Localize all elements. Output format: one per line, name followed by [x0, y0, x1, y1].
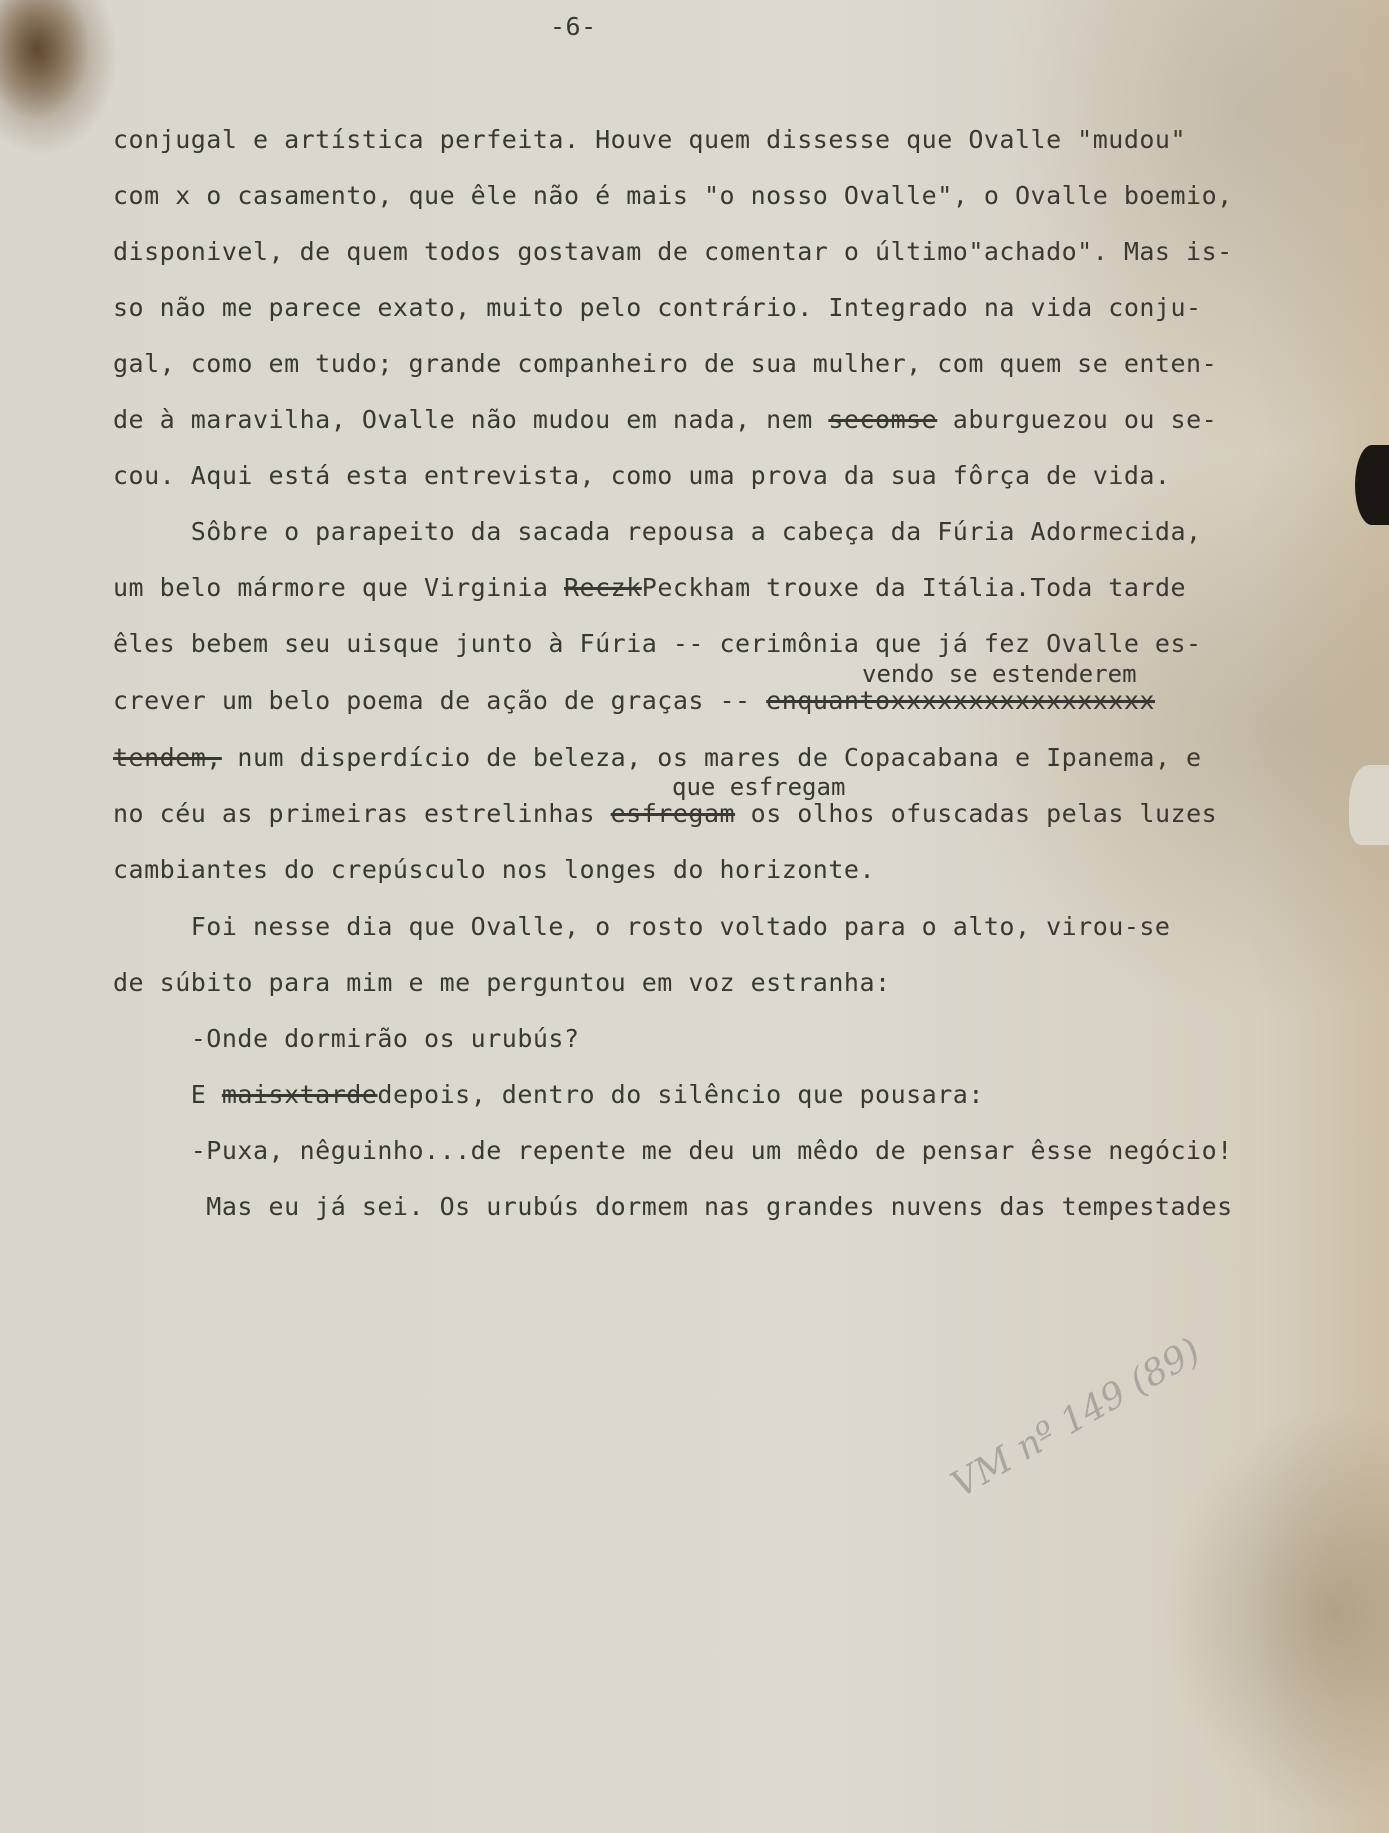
text-line-14: cambiantes do crepúsculo nos longes do horizonte.	[113, 855, 876, 884]
line-13-start: no céu as primeiras estrelinhas	[113, 799, 596, 828]
text-line-19: -Puxa, nêguinho...de repente me deu um mêdo de pensar êsse negócio!	[113, 1136, 1233, 1165]
text-line-1: conjugal e artística perfeita. Houve quem dissesse que Ovalle "mudou"	[113, 125, 1187, 154]
struck-word: enquantoxxxxxxxxxxxxxxxxx	[766, 686, 1155, 715]
struck-word: maisxtarde	[221, 1080, 378, 1109]
typed-insertion: vendo se estenderem	[862, 660, 1137, 688]
torn-edge-light	[1349, 765, 1389, 845]
line-11-start: crever um belo poema de ação de graças --	[113, 686, 751, 715]
struck-word: esfregam	[610, 799, 736, 828]
struck-word: secomse	[828, 405, 938, 434]
line-12-body: num disperdício de beleza, os mares de Copacabana e Ipanema, e	[237, 743, 1202, 772]
line-18-start: E	[113, 1080, 207, 1109]
struck-word: tendem,	[113, 743, 222, 772]
text-line-7: cou. Aqui está esta entrevista, como uma prova da sua fôrça de vida.	[113, 461, 1171, 490]
text-line-6	[113, 405, 1217, 434]
line-13-end: os olhos ofuscadas pelas luzes	[750, 799, 1218, 828]
text-line-20: Mas eu já sei. Os urubús dormem nas grandes nuvens das tempestades	[113, 1192, 1233, 1221]
struck-word: Reczk	[564, 573, 642, 602]
text-line-18	[113, 1080, 984, 1109]
text-line-9	[113, 573, 1186, 602]
text-line-15: Foi nesse dia que Ovalle, o rosto voltado para o alto, virou-se	[113, 912, 1171, 941]
text-line-2: com x o casamento, que êle não é mais "o nosso Ovalle", o Ovalle boemio,	[113, 181, 1233, 210]
line-18-end: depois, dentro do silêncio que pousara:	[377, 1080, 984, 1109]
text-line-12	[113, 743, 1202, 772]
text-line-13	[113, 799, 1217, 828]
page-number: -6-	[550, 12, 597, 41]
torn-edge-mark	[1355, 445, 1389, 525]
stain-top-left	[0, 0, 90, 120]
text-line-3: disponivel, de quem todos gostavam de comentar o último"achado". Mas is-	[113, 237, 1233, 266]
typed-insertion: que esfregam	[672, 773, 846, 801]
text-line-8: Sôbre o parapeito da sacada repousa a cabeça da Fúria Adormecida,	[113, 517, 1202, 546]
line-9-start: um belo mármore que Virginia	[113, 573, 549, 602]
line-6-end: aburguezou ou se-	[952, 405, 1218, 434]
text-line-5: gal, como em tudo; grande companheiro de sua mulher, com quem se enten-	[113, 349, 1218, 378]
line-6-start: de à maravilha, Ovalle não mudou em nada, nem	[113, 405, 813, 434]
text-line-17: -Onde dormirão os urubús?	[113, 1024, 580, 1053]
line-9-end: Peckham trouxe da Itália.Toda tarde	[641, 573, 1187, 602]
text-line-4: so não me parece exato, muito pelo contrário. Integrado na vida conju-	[113, 293, 1202, 322]
text-line-16: de súbito para mim e me perguntou em voz estranha:	[113, 968, 891, 997]
text-line-11	[113, 686, 1155, 715]
text-line-10: êles bebem seu uisque junto à Fúria -- cerimônia que já fez Ovalle es-	[113, 629, 1202, 658]
handwritten-note: VM nº 149 (89)	[944, 1330, 1208, 1506]
